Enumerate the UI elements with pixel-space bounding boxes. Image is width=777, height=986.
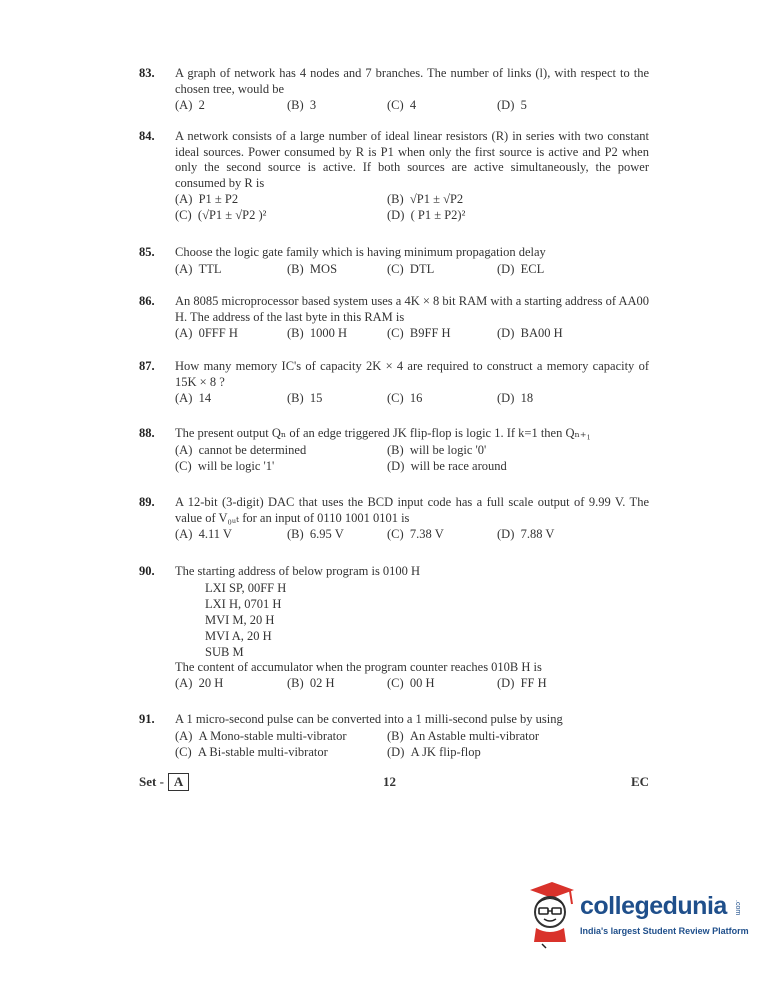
option-text: 4.11 V bbox=[198, 527, 232, 541]
question-86 bbox=[139, 294, 649, 341]
option-label: (C) bbox=[387, 527, 404, 541]
option-text: 00 H bbox=[409, 676, 435, 690]
option-label: (B) bbox=[387, 442, 404, 457]
option-text: BA00 H bbox=[520, 326, 563, 340]
options-row bbox=[175, 207, 649, 223]
option-label: (C) bbox=[175, 744, 192, 759]
set-value: A bbox=[168, 773, 189, 791]
option-label: (D) bbox=[497, 326, 515, 340]
options-row bbox=[175, 744, 649, 760]
option-text: FF H bbox=[520, 676, 547, 690]
option-text: ECL bbox=[520, 261, 545, 276]
question-89 bbox=[139, 495, 649, 542]
option-text: TTL bbox=[198, 261, 222, 276]
option-label: (B) bbox=[287, 391, 304, 405]
option-text: B9FF H bbox=[409, 326, 451, 340]
option-label: (D) bbox=[497, 261, 515, 276]
question-stem: A 12-bit (3-digit) DAC that uses the BCD input code has a full scale output of 9.99 V. The value of V₀ᵤₜ for an input of 0110 1001 0101 is bbox=[175, 495, 649, 525]
code-line: MVI M, 20 H bbox=[205, 612, 275, 627]
option-text: 20 H bbox=[198, 676, 224, 690]
question-number: 84. bbox=[139, 129, 155, 143]
option-text: ( P1 ± P2)² bbox=[410, 208, 466, 222]
option-text: An Astable multi-vibrator bbox=[409, 728, 540, 743]
option-label: (D) bbox=[387, 208, 405, 222]
option-label: (D) bbox=[387, 744, 405, 759]
options-row bbox=[175, 442, 649, 458]
question-number: 86. bbox=[139, 294, 155, 308]
question-number: 90. bbox=[139, 564, 155, 578]
option-text: 4 bbox=[409, 98, 417, 112]
question-83 bbox=[139, 66, 649, 113]
option-text: 0FFF H bbox=[198, 326, 238, 340]
code-line: LXI H, 0701 H bbox=[205, 596, 282, 611]
option-label: (B) bbox=[387, 192, 404, 206]
options-row bbox=[175, 325, 649, 341]
question-stem: A 1 micro-second pulse can be converted into a 1 milli-second pulse by using bbox=[175, 712, 563, 726]
set-label: Set - bbox=[139, 774, 164, 789]
option-text: 7.88 V bbox=[520, 527, 555, 541]
logo-tagline: India's largest Student Review Platform bbox=[580, 926, 749, 936]
option-text: A Mono-stable multi-vibrator bbox=[198, 728, 347, 743]
code-line: MVI A, 20 H bbox=[205, 628, 272, 643]
option-label: (A) bbox=[175, 676, 193, 690]
option-label: (C) bbox=[387, 261, 404, 276]
option-text: 5 bbox=[520, 98, 527, 112]
option-label: (B) bbox=[287, 326, 304, 340]
option-text: 16 bbox=[409, 391, 423, 405]
option-text: P1 ± P2 bbox=[198, 192, 239, 206]
option-text: 2 bbox=[198, 98, 205, 112]
option-label: (B) bbox=[287, 98, 304, 112]
logo-dotcom: .com bbox=[734, 900, 741, 916]
question-stem: The starting address of below program is 0100 H bbox=[175, 564, 421, 578]
question-number: 85. bbox=[139, 245, 155, 259]
option-label: (C) bbox=[175, 208, 192, 222]
question-85 bbox=[139, 245, 649, 277]
question-number: 88. bbox=[139, 426, 155, 440]
logo-wordmark: collegedunia bbox=[580, 892, 727, 920]
option-label: (D) bbox=[497, 527, 515, 541]
program-listing bbox=[205, 580, 649, 660]
option-label: (A) bbox=[175, 728, 193, 743]
option-label: (D) bbox=[497, 676, 515, 690]
option-text: 14 bbox=[198, 391, 212, 405]
option-text: MOS bbox=[309, 261, 338, 276]
option-label: (A) bbox=[175, 192, 193, 206]
option-label: (D) bbox=[387, 458, 405, 473]
options-row bbox=[175, 526, 649, 542]
question-88 bbox=[139, 426, 649, 474]
option-text: (√P1 ± √P2 )² bbox=[197, 208, 267, 222]
question-91 bbox=[139, 712, 649, 760]
question-stem: A network consists of a large number of ideal linear resistors (R) in series with two constant ideal sources. Power consumed by R is P1 when only the first source is active and P2 when only the second source is active. If both sources are active simultaneously, the power consumed by R is bbox=[175, 129, 649, 190]
option-text: 02 H bbox=[309, 676, 335, 690]
question-stem: A graph of network has 4 nodes and 7 branches. The number of links (l), with respect to the chosen tree, would be bbox=[175, 66, 649, 96]
question-87 bbox=[139, 359, 649, 406]
option-text: 18 bbox=[520, 391, 534, 405]
option-text: 15 bbox=[309, 391, 323, 405]
option-text: A Bi-stable multi-vibrator bbox=[197, 744, 328, 759]
option-text: will be logic '1' bbox=[197, 458, 275, 473]
option-text: √P1 ± √P2 bbox=[409, 192, 464, 206]
options-row bbox=[175, 458, 649, 474]
option-label: (C) bbox=[387, 391, 404, 405]
question-stem: The present output Qₙ of an edge triggered JK flip-flop is logic 1. If k=1 then Qₙ₊₁ bbox=[175, 426, 591, 440]
option-text: will be logic '0' bbox=[409, 442, 487, 457]
option-label: (B) bbox=[287, 676, 304, 690]
option-label: (B) bbox=[387, 728, 404, 743]
question-84 bbox=[139, 129, 649, 223]
option-label: (C) bbox=[387, 326, 404, 340]
subject-code: EC bbox=[630, 774, 649, 789]
question-stem: How many memory IC's of capacity 2K × 4 are required to construct a memory capacity of 15K × 8 ? bbox=[175, 359, 649, 389]
question-stem: Choose the logic gate family which is having minimum propagation delay bbox=[175, 245, 546, 259]
option-label: (C) bbox=[387, 98, 404, 112]
code-line: LXI SP, 00FF H bbox=[205, 580, 287, 595]
question-90 bbox=[139, 564, 649, 691]
option-label: (A) bbox=[175, 98, 193, 112]
option-label: (A) bbox=[175, 442, 193, 457]
collegedunia-logo bbox=[522, 880, 752, 950]
question-number: 87. bbox=[139, 359, 155, 373]
options-row bbox=[175, 97, 649, 113]
option-text: cannot be determined bbox=[198, 442, 307, 457]
option-label: (D) bbox=[497, 98, 515, 112]
option-label: (C) bbox=[387, 676, 404, 690]
set-indicator bbox=[139, 773, 189, 791]
option-text: A JK flip-flop bbox=[410, 744, 481, 759]
page-number: 12 bbox=[383, 774, 396, 789]
option-text: 6.95 V bbox=[309, 527, 344, 541]
option-label: (A) bbox=[175, 326, 193, 340]
options-row bbox=[175, 728, 649, 744]
question-stem: An 8085 microprocessor based system uses a 4K × 8 bit RAM with a starting address of AA00 H. The address of the last byte in this RAM is bbox=[175, 294, 649, 324]
question-stem-continued: The content of accumulator when the program counter reaches 010B H is bbox=[175, 659, 542, 674]
options-row bbox=[175, 675, 649, 691]
options-row bbox=[175, 191, 649, 207]
option-text: 3 bbox=[309, 98, 317, 112]
option-text: 1000 H bbox=[309, 326, 348, 340]
option-label: (A) bbox=[175, 261, 193, 276]
option-label: (A) bbox=[175, 391, 193, 405]
option-label: (C) bbox=[175, 458, 192, 473]
code-line: SUB M bbox=[205, 644, 244, 659]
mascot-icon bbox=[522, 880, 578, 950]
option-text: DTL bbox=[409, 261, 435, 276]
option-label: (B) bbox=[287, 527, 304, 541]
option-label: (D) bbox=[497, 391, 515, 405]
option-text: will be race around bbox=[410, 458, 507, 473]
question-number: 83. bbox=[139, 66, 155, 80]
question-number: 89. bbox=[139, 495, 155, 509]
options-row bbox=[175, 390, 649, 406]
question-number: 91. bbox=[139, 712, 155, 726]
option-label: (B) bbox=[287, 261, 304, 276]
option-label: (A) bbox=[175, 527, 193, 541]
page-footer bbox=[139, 773, 649, 793]
options-row bbox=[175, 261, 649, 277]
option-text: 7.38 V bbox=[409, 527, 444, 541]
